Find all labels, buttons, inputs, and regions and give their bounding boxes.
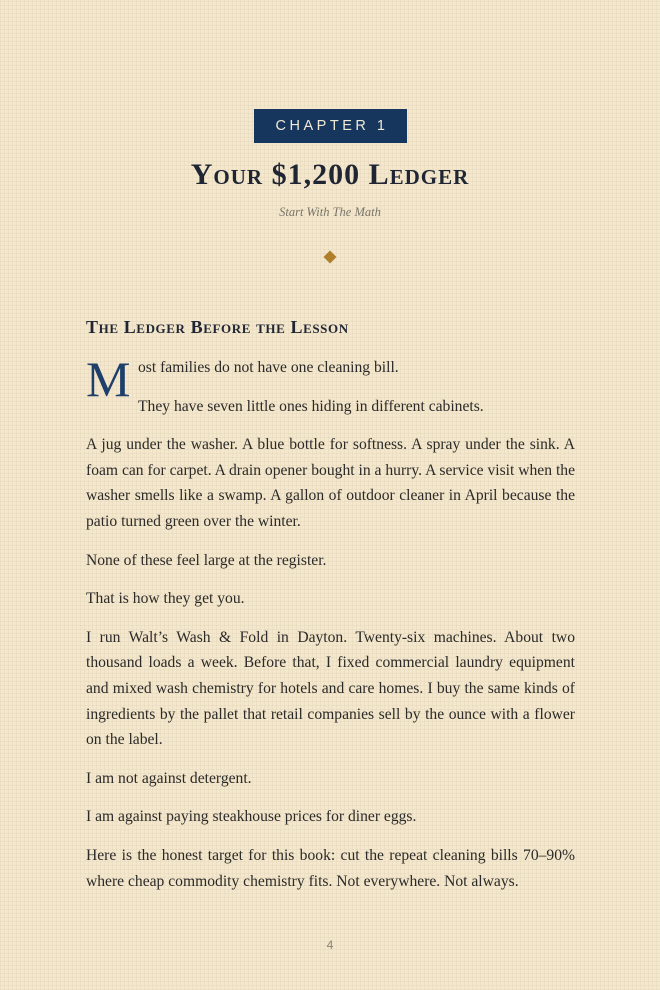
chapter-title: Your $1,200 Ledger bbox=[190, 158, 470, 191]
body-paragraph: Here is the honest target for this book: cut the repeat cleaning bills 70–90% where cheap commodity chemistry fits. Not everywhere. Not always. bbox=[86, 846, 575, 890]
page-number: 4 bbox=[326, 938, 334, 952]
opening-paragraph bbox=[86, 351, 575, 419]
drop-cap-letter: M bbox=[86, 351, 131, 407]
second-line: They have seven little ones hiding in different cabinets. bbox=[138, 397, 484, 415]
body-paragraph: I am against paying steakhouse prices for diner eggs. bbox=[86, 808, 417, 826]
chapter-label-badge: CHAPTER 1 bbox=[254, 109, 407, 143]
opening-line: ost families do not have one cleaning bill. bbox=[138, 359, 399, 376]
body-paragraph: A jug under the washer. A blue bottle for softness. A spray under the sink. A foam can for carpet. A drain opener bought in a hurry. A service visit when the washer smells like a swamp. A gallon of outdoor cleaner in April because the patio turned green over the winter. bbox=[86, 436, 575, 530]
body-paragraph: I run Walt’s Wash & Fold in Dayton. Twenty-six machines. About two thousand loads a week. Before that, I fixed commercial laundry equipment and mixed wash chemistry for hotels and care homes. I buy the same kinds of ingredients by the pallet that retail companies sell by the ounce with a flower on the label. bbox=[86, 628, 575, 749]
body-paragraph: I am not against detergent. bbox=[86, 769, 252, 787]
body-paragraph: None of these feel large at the register. bbox=[86, 551, 327, 569]
chapter-subtitle: Start With The Math bbox=[279, 205, 381, 219]
body-paragraph: That is how they get you. bbox=[86, 590, 245, 608]
section-heading: The Ledger Before the Lesson bbox=[86, 317, 349, 337]
chapter-body bbox=[86, 315, 575, 907]
diamond-ornament-icon bbox=[323, 250, 337, 264]
